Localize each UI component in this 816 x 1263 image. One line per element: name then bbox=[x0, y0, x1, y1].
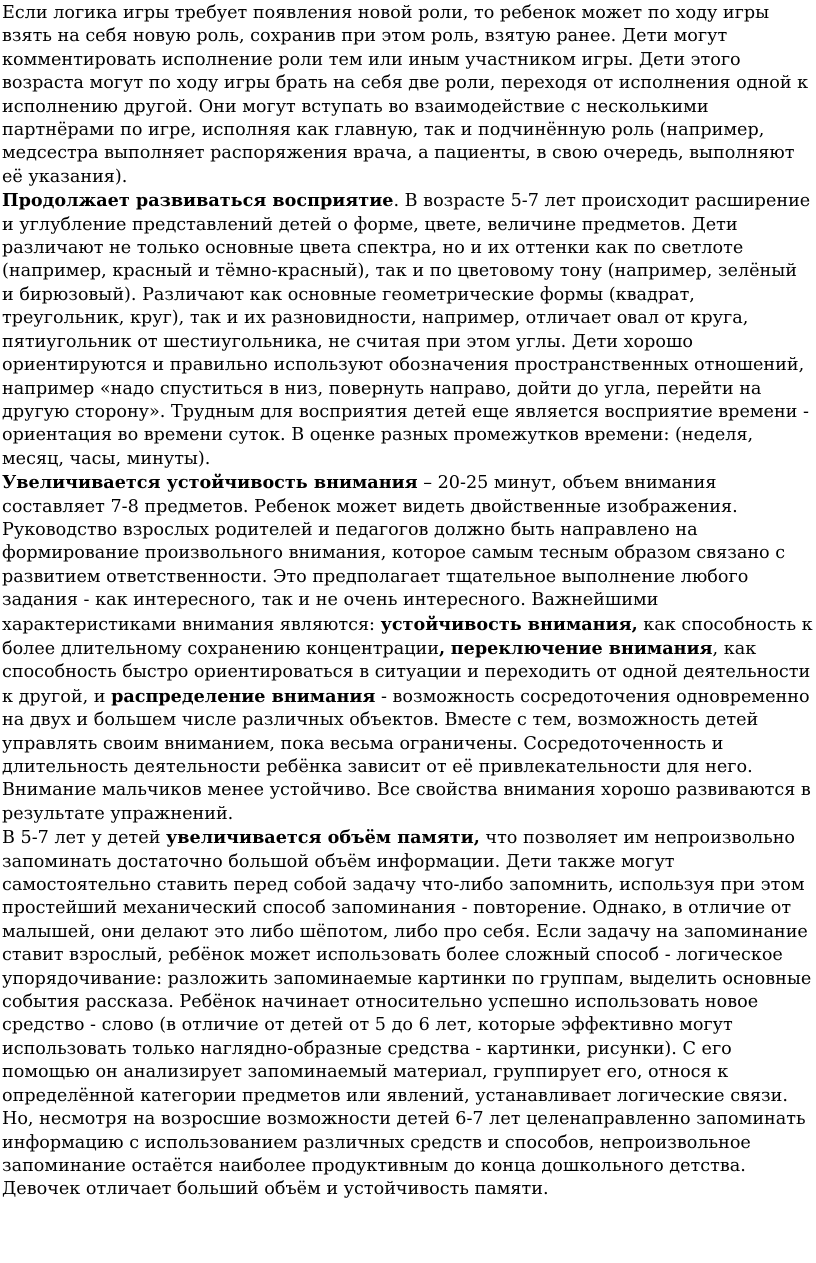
attention-term-switching: переключение внимания bbox=[450, 637, 713, 659]
paragraph-roles bbox=[2, 2, 814, 189]
memory-text-2: что позволяет им непроизвольно запоминать достаточно большой объём информации. Дети также могут самостоятельно ставить перед собой задачу что-либо запомнить, используя при этом простейший механический способ запоминания - повторение. Однако, в отличие от малышей, они делают это либо шёпотом, либо про себя. Если задачу на запоминание ставит взрослый, ребёнок может использовать более сложный способ - логическое упорядочивание: разложить запоминаемые картинки по группам, выделить основные события рассказа. Ребёнок начинает относительно успешно использовать новое средство - слово (в отличие от детей от 5 до 6 лет, которые эффективно могут использовать только наглядно-образные средства - картинки, рисунки). С его помощью он анализирует запоминаемый материал, группирует его, относя к определённой категории предметов или явлений, устанавливает логические связи. Но, несмотря на возросшие возможности детей 6-7 лет целенаправленно запоминать информацию с использованием различных средств и способов, непроизвольное запоминание остаётся наиболее продуктивным до конца дошкольного детства. Девочек отличает больший объём и устойчивость памяти. bbox=[2, 828, 812, 1200]
attention-text-1: – 20-25 минут, объем внимания составляет 7-8 предметов. Ребенок может видеть двойственные изображения. Руководство взрослых родителей и педагогов должно быть направлено на формирование произвольного внимания, которое самым тесным образом связано с развитием ответственности. Это предполагает тщательное выполнение любого задания - как интересного, так и не очень интересного. Важнейшими характеристиками внимания являются: bbox=[2, 473, 786, 635]
roles-text: Если логика игры требует появления новой роли, то ребенок может по ходу игры взять на себя новую роль, сохранив при этом роль, взятую ранее. Дети могут комментировать исполнение роли тем или иным участником игры. Дети этого возраста могут по ходу игры брать на себя две роли, переходя от исполнения одной к исполнению другой. Они могут вступать во взаимодействие с несколькими партнёрами по игре, исполняя как главную, так и подчинённую роль (например, медсестра выполняет распоряжения врача, а пациенты, в свою очередь, выполняют её указания). bbox=[2, 3, 809, 187]
attention-term-stability: устойчивость внимания, bbox=[380, 613, 638, 635]
attention-text-2: как способность к более длительному сохранению концентрации bbox=[2, 614, 813, 659]
attention-comma: , bbox=[439, 637, 446, 659]
perception-heading: Продолжает развиваться восприятие bbox=[2, 190, 394, 212]
attention-text-3: , как способность быстро ориентироваться в ситуации и переходить от одной деятельности к другой, и bbox=[2, 638, 811, 707]
paragraph-perception bbox=[2, 189, 814, 471]
attention-text-4: - возможность сосредоточения одновременно на двух и большем числе различных объектов. Вместе с тем, возможность детей управлять своим вниманием, пока весьма ограничены. Сосредоточенность и длительность деятельности ребёнка зависит от её привлекательности для него. Внимание мальчиков менее устойчиво. Все свойства внимания хорошо развиваются в результате упражнений. bbox=[2, 686, 811, 824]
document-body bbox=[2, 2, 814, 1202]
paragraph-memory bbox=[2, 826, 814, 1202]
perception-text: . В возрасте 5-7 лет происходит расширение и углубление представлений детей о форме, цвете, величине предметов. Дети различают не только основные цвета спектра, но и их оттенки как по светлоте (например, красный и тёмно-красный), так и по цветовому тону (например, зелёный и бирюзовый). Различают как основные геометрические формы (квадрат, треугольник, круг), так и их разновидности, например, отличает овал от круга, пятиугольник от шестиугольника, не считая при этом углы. Дети хорошо ориентируются и правильно используют обозначения пространственных отношений, например «надо спуститься в низ, повернуть направо, дойти до угла, перейти на другую сторону». Трудным для восприятия детей еще является восприятие времени - ориентация во времени суток. В оценке разных промежутков времени: (неделя, месяц, часы, минуты). bbox=[2, 191, 811, 469]
attention-term-distribution: распределение внимания bbox=[111, 685, 376, 707]
memory-heading: увеличивается объём памяти, bbox=[166, 827, 480, 849]
memory-text-1: В 5-7 лет у детей bbox=[2, 828, 167, 849]
paragraph-attention bbox=[2, 471, 814, 826]
attention-heading: Увеличивается устойчивость внимания bbox=[2, 472, 418, 494]
